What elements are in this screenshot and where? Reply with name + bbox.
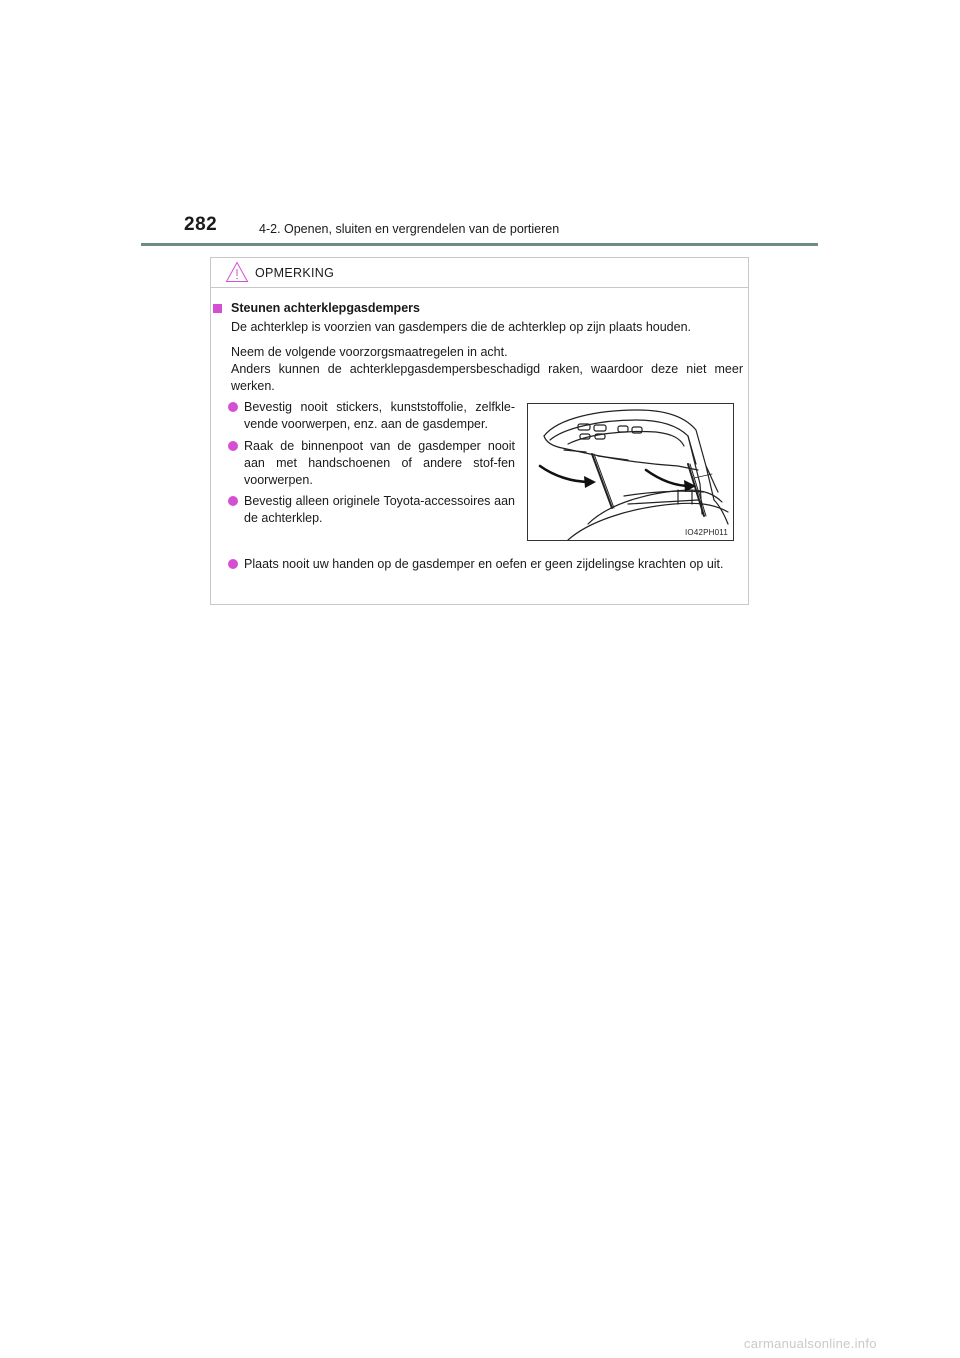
square-bullet-icon: [213, 304, 222, 313]
bullet-text: Plaats nooit uw handen op de gasdemper en oefen er geen zijdelingse krachten op uit.: [244, 557, 724, 571]
paragraph-consequence: Anders kunnen de achterklepgasdempersbeschadigd raken, waardoor deze niet meer werken.: [231, 362, 743, 393]
bullet-dot-icon: [228, 559, 238, 569]
bullet-text: Bevestig nooit stickers, kunststoffolie, zelfkle-vende voorwerpen, enz. aan de gasdemper.: [244, 400, 515, 431]
section-title: 4-2. Openen, sluiten en vergrendelen van de portieren: [259, 222, 560, 236]
bullet-item: [228, 556, 744, 590]
bullet-item: [228, 438, 515, 489]
tailgate-drawing: [528, 404, 733, 540]
watermark: carmanualsonline.info: [744, 1336, 877, 1351]
tailgate-gas-strut-illustration: [527, 403, 734, 541]
paragraph-intro: De achterklep is voorzien van gasdempers die de achterklep op zijn plaats houden.: [231, 320, 691, 334]
bullet-dot-icon: [228, 402, 238, 412]
heading-text: Steunen achterklepgasdempers: [231, 301, 420, 315]
bullet-item: [228, 493, 515, 527]
warning-triangle-icon: [225, 261, 249, 283]
bullet-text: Bevestig alleen originele Toyota-accessoires aan de achterklep.: [244, 494, 515, 525]
page-number: 282: [184, 214, 218, 235]
bullet-dot-icon: [228, 496, 238, 506]
paragraph-precautions: Neem de volgende voorzorgsmaatregelen in acht.: [231, 345, 508, 359]
bullet-item: [228, 399, 515, 433]
figure-code: IO42PH011: [684, 528, 728, 537]
notice-box: [210, 257, 749, 605]
notice-label: OPMERKING: [255, 266, 335, 280]
bullet-text: Raak de binnenpoot van de gasdemper nooit aan met handschoenen of andere stof-fen voorwerpen.: [244, 439, 515, 487]
header-rule: [141, 243, 818, 246]
notice-header: [211, 258, 748, 288]
bullet-dot-icon: [228, 441, 238, 451]
